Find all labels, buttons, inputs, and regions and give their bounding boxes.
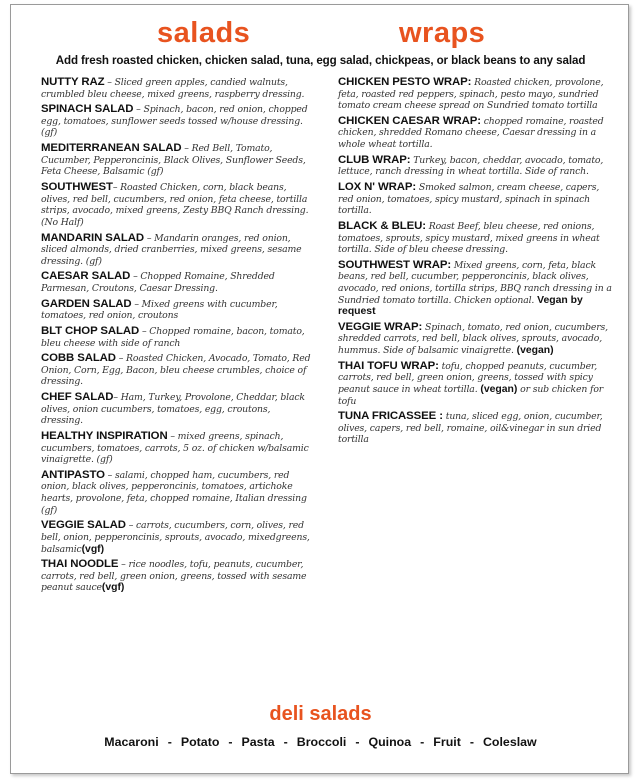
salad-item <box>41 77 313 100</box>
deli-salad-item: Coleslaw <box>482 735 537 749</box>
salad-description: – Spinach, bacon, red onion, chopped egg, tomatoes, sunflower seeds tossed w/house dressing. (gf) <box>41 104 308 139</box>
salad-name: ANTIPASTO <box>41 468 105 481</box>
salad-description: – Mixed greens with cucumber, tomatoes, red onion, croutons <box>41 298 278 322</box>
separator: - <box>228 735 233 749</box>
salad-item <box>41 299 313 322</box>
diet-tag: (vgf) <box>101 582 125 594</box>
salad-description: – rice noodles, tofu, peanuts, cucumber, carrots, red bell, green onion, greens, tossed with sesame peanut sauce <box>41 559 307 594</box>
wrap-description: Roast Beef, bleu cheese, red onions, tomatoes, sprouts, spicy mustard, mixed greens in wheat tortilla. Side of bleu cheese dressing. <box>338 220 600 256</box>
salad-name: COBB SALAD <box>41 352 116 365</box>
deli-salad-item: Pasta <box>241 735 275 749</box>
wrap-name: TUNA FRICASSEE : <box>338 410 443 423</box>
salad-description: – Roasted Chicken, corn, black beans, olives, red bell, cucumbers, red onion, feta cheese, tortilla strips, avocado, mixed greens, Zesty BBQ Ranch dressing. (No Half) <box>41 182 309 228</box>
wrap-description: Turkey, bacon, cheddar, avocado, tomato, lettuce, ranch dressing in wheat tortilla. Side of ranch. <box>338 154 604 178</box>
salad-name: VEGGIE SALAD <box>41 519 126 532</box>
salad-description: – salami, chopped ham, cucumbers, red onion, black olives, pepperoncinis, tomatoes, artichoke hearts, provolone, feta, chopped romaine, Italian dressing (gf) <box>41 469 307 516</box>
salad-item <box>41 326 313 349</box>
salad-name: SPINACH SALAD <box>41 103 134 116</box>
wraps-heading: wraps <box>399 17 486 49</box>
salad-item <box>41 233 313 268</box>
salad-item <box>41 353 313 388</box>
salad-item <box>41 104 313 139</box>
salad-name: MANDARIN SALAD <box>41 231 145 244</box>
wrap-description: tofu, chopped peanuts, cucumber, carrots, red bell, green onion, greens, tossed with spicy peanut sauce in wheat tortilla. <box>338 360 598 395</box>
deli-salad-item: Fruit <box>433 735 461 749</box>
salad-name: HEALTHY INSPIRATION <box>41 429 168 442</box>
salad-description: – Roasted Chicken, Avocado, Tomato, Red Onion, Corn, Egg, Bacon, bleu cheese crumbles, choice of dressing. <box>41 353 311 388</box>
wrap-description: chopped romaine, roasted chicken, shredded Romano cheese, Caesar dressing in a whole wheat tortilla. <box>338 115 604 151</box>
deli-salad-item: Potato <box>180 735 220 749</box>
salads-heading: salads <box>157 17 251 49</box>
wrap-description: tuna, sliced egg, onion, cucumber, olives, capers, red bell, romaine, oil&vinegar in sun dried tortilla <box>338 411 603 446</box>
wrap-description: Mixed greens, corn, feta, black beans, red bell, cucumber, pepperoncinis, black olives, avocado, red onions, tortilla strips, BBQ ranch dressing in a Sundried tomato tortilla. Chicken optional. <box>338 259 612 306</box>
salad-name: NUTTY RAZ <box>41 76 105 88</box>
wrap-item <box>338 155 614 178</box>
salad-name: MEDITERRANEAN SALAD <box>41 142 182 155</box>
salad-name: CAESAR SALAD <box>41 270 131 283</box>
salad-name: SOUTHWEST <box>41 181 113 194</box>
diet-tag: (vegan) <box>513 345 554 357</box>
salad-item <box>41 143 313 178</box>
wrap-name: THAI TOFU WRAP: <box>338 359 439 372</box>
salad-name: GARDEN SALAD <box>41 297 132 310</box>
diet-tag: Vegan by request <box>338 294 583 318</box>
wrap-item <box>338 77 614 112</box>
wrap-name: CHICKEN PESTO WRAP: <box>338 76 472 88</box>
wrap-item <box>338 260 614 318</box>
salad-item <box>41 271 313 294</box>
wrap-description-extra: or sub chicken for tofu <box>338 383 604 407</box>
wrap-item <box>338 411 614 446</box>
deli-salad-item: Quinoa <box>368 735 412 749</box>
add-protein-note: Add fresh roasted chicken, chicken salad, tuna, egg salad, chickpeas, or black beans to any salad <box>55 54 586 67</box>
wrap-item <box>338 322 614 357</box>
wrap-name: SOUTHWEST WRAP: <box>338 258 452 271</box>
wrap-name: LOX N' WRAP: <box>338 181 417 194</box>
separator: - <box>469 735 474 749</box>
deli-salads-heading: deli salads <box>269 703 372 725</box>
separator: - <box>355 735 360 749</box>
salad-description: – Chopped romaine, bacon, tomato, bleu cheese with side of ranch <box>41 325 305 349</box>
salad-name: CHEF SALAD <box>41 391 114 404</box>
wrap-description: Spinach, tomato, red onion, cucumbers, shredded carrots, red bell, black olives, sprouts, avocado, hummus. Side of balsamic vinaigrette. <box>338 321 608 357</box>
salad-description: – Sliced green apples, candied walnuts, crumbled bleu cheese, mixed greens, raspberry dressing. <box>41 77 305 100</box>
salad-name: THAI NOODLE <box>41 558 119 571</box>
deli-salads-list <box>11 735 630 749</box>
diet-tag: (vegan) <box>477 383 518 395</box>
salad-name: BLT CHOP SALAD <box>41 324 140 337</box>
wrap-description: Smoked salmon, cream cheese, capers, red onion, tomatoes, spicy mustard, spinach in spinach tortilla. <box>338 182 600 217</box>
separator: - <box>420 735 425 749</box>
wrap-item <box>338 182 614 217</box>
wrap-name: BLACK & BLEU: <box>338 219 426 232</box>
salad-item <box>41 559 313 594</box>
salad-item <box>41 392 313 427</box>
wrap-description: Roasted chicken, provolone, feta, roasted red peppers, spinach, pesto mayo, sundried tomato cream cheese spread on Sundried tomato tortilla <box>338 77 604 112</box>
diet-tag: (vgf) <box>81 543 105 555</box>
wrap-name: CHICKEN CAESAR WRAP: <box>338 114 481 127</box>
separator: - <box>283 735 288 749</box>
wrap-name: CLUB WRAP: <box>338 153 411 166</box>
salad-description: – Ham, Turkey, Provolone, Cheddar, black olives, onion cucumbers, tomatoes, egg, croutons, dressing. <box>41 392 305 427</box>
salad-item <box>41 470 313 516</box>
salad-item <box>41 182 313 228</box>
salad-description: – Red Bell, Tomato, Cucumber, Pepperoncinis, Black Olives, Sunflower Seeds, Feta Cheese, Balsamic (gf) <box>41 143 306 178</box>
wrap-item <box>338 221 614 256</box>
salad-description: – carrots, cucumbers, corn, olives, red bell, onion, pepperoncinis, sprouts, avocado, mixedgreens, balsamic <box>41 520 310 555</box>
salad-item <box>41 431 313 466</box>
wrap-name: VEGGIE WRAP: <box>338 320 423 333</box>
salad-description: – Chopped Romaine, Shredded Parmesan, Croutons, Caesar Dressing. <box>41 271 275 294</box>
salad-description: – mixed greens, spinach, cucumbers, tomatoes, carrots, 5 oz. of chicken w/balsamic vinaigrette. (gf) <box>41 430 309 466</box>
salad-item <box>41 520 313 555</box>
wrap-item <box>338 116 614 151</box>
salads-column <box>41 77 313 598</box>
salad-description: – Mandarin oranges, red onion, sliced almonds, dried cranberries, mixed greens, sesame dressing. (gf) <box>41 232 302 267</box>
deli-salad-item: Broccoli <box>296 735 347 749</box>
deli-salad-item: Macaroni <box>104 735 159 749</box>
wrap-item <box>338 361 614 407</box>
menu-page <box>10 4 629 774</box>
separator: - <box>167 735 172 749</box>
wraps-column <box>338 77 614 450</box>
